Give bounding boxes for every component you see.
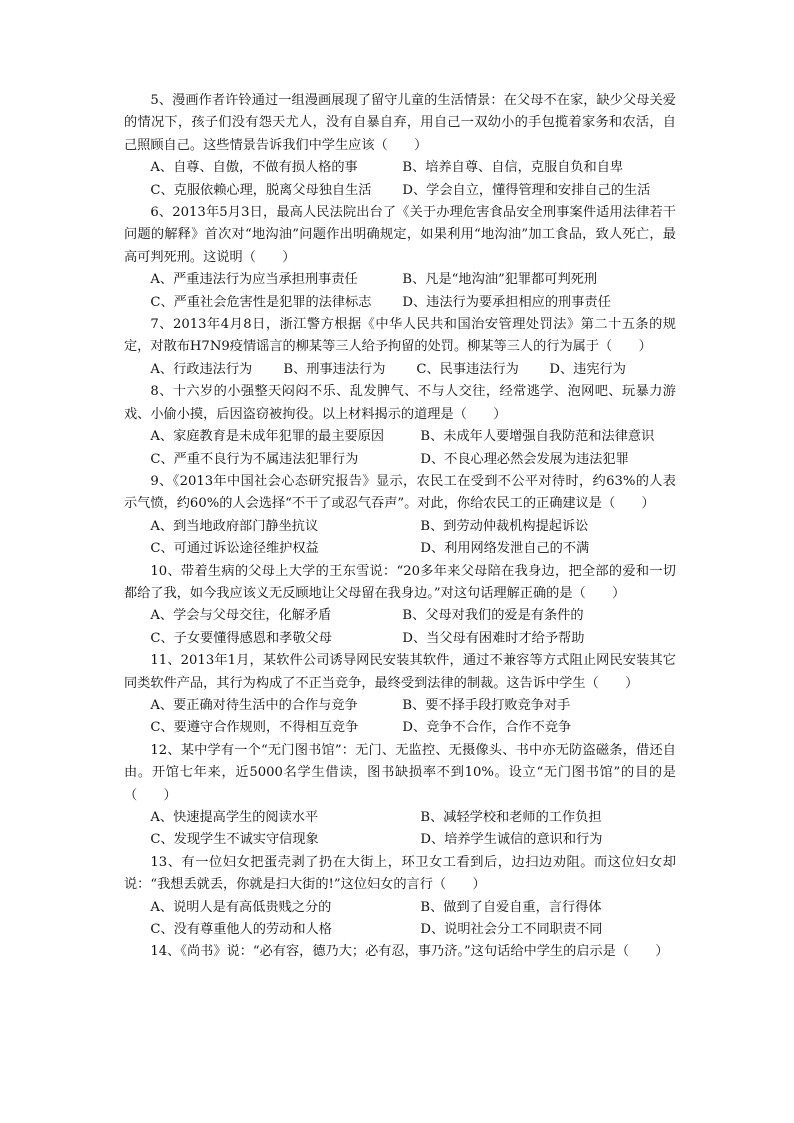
option-c[interactable]: C、发现学生不诚实守信现象: [150, 832, 319, 848]
answer-options: [124, 695, 676, 740]
option-a[interactable]: A、严重违法行为应当承担刑事责任: [150, 272, 358, 288]
option-row: [150, 449, 676, 471]
option-b[interactable]: B、做到了自爱自重，言行得体: [420, 899, 602, 915]
option-d[interactable]: D、培养学生诚信的意识和行为: [420, 832, 603, 848]
option-c[interactable]: C、子女要懂得感恩和孝敬父母: [150, 630, 332, 646]
answer-options: [124, 516, 676, 561]
option-row: [150, 897, 676, 919]
exam-page: [124, 90, 676, 964]
answer-options: [124, 157, 676, 202]
option-c[interactable]: C、民事违法行为: [416, 361, 519, 377]
option-c[interactable]: C、克服依赖心理，脱离父母独自生活: [150, 182, 372, 198]
option-d[interactable]: D、说明社会分工不同职责不同: [420, 922, 603, 938]
question-stem: 5、漫画作者许铃通过一组漫画展现了留守儿童的生活情景：在父母不在家，缺少父母关爱的情况下，孩子们没有怨天尤人，没有自暴自弃，用自己一双幼小的手包揽着家务和农活，自己照顾自己。这些情景告诉我们中学生应该（ ）: [124, 93, 676, 153]
question-stem: 8、十六岁的小强整天闷闷不乐、乱发脾气、不与人交往，经常逃学、泡网吧、玩暴力游戏、小偷小摸，后因盗窃被拘役。以上材料揭示的道理是（ ）: [124, 384, 676, 422]
option-a[interactable]: A、说明人是有高低贵贱之分的: [150, 899, 332, 915]
question-13: [124, 852, 676, 942]
answer-options: [124, 426, 676, 471]
answer-options: [124, 359, 676, 381]
option-row: [150, 516, 676, 538]
option-d[interactable]: D、当父母有困难时才给予帮助: [402, 630, 585, 646]
question-stem: 9、《2013年中国社会心态研究报告》显示，农民工在受到不公平对待时，约63%的人表示气愤，约60%的人会选择“不干了或忍气吞声”。对此，你给农民工的正确建议是（ ）: [124, 473, 676, 512]
option-row: [150, 628, 676, 650]
option-d[interactable]: D、竞争不合作，合作不竞争: [402, 720, 572, 736]
option-a[interactable]: A、要正确对待生活中的合作与竞争: [150, 697, 358, 713]
option-b[interactable]: B、刑事违法行为: [283, 361, 386, 377]
answer-options: [124, 269, 676, 314]
option-b[interactable]: B、父母对我们的爱是有条件的: [402, 608, 584, 624]
option-d[interactable]: D、学会自立，懂得管理和安排自己的生活: [402, 182, 651, 198]
option-a[interactable]: A、自尊、自傲，不做有损人格的事: [150, 160, 358, 176]
option-b[interactable]: B、减轻学校和老师的工作负担: [420, 810, 602, 825]
option-row: [150, 292, 676, 314]
question-10: [124, 561, 676, 651]
option-row: [150, 359, 676, 381]
question-11: [124, 650, 676, 740]
option-row: [150, 695, 676, 717]
option-d[interactable]: D、利用网络发泄自己的不满: [420, 541, 590, 557]
option-d[interactable]: D、不良心理必然会发展为违法犯罪: [420, 451, 629, 467]
option-a[interactable]: A、学会与父母交往，化解矛盾: [150, 608, 332, 624]
option-row: [150, 717, 676, 739]
option-d[interactable]: D、违法行为要承担相应的刑事责任: [402, 294, 611, 310]
option-a[interactable]: A、到当地政府部门静坐抗议: [150, 518, 319, 534]
option-b[interactable]: B、要不择手段打败竞争对手: [402, 697, 571, 713]
question-14: [124, 941, 676, 963]
option-b[interactable]: B、未成年人要增强自我防范和法律意识: [420, 429, 655, 445]
question-stem: 7、2013年4月8日，浙江警方根据《中华人民共和国治安管理处罚法》第二十五条的规定，对散布H7N9疫情谣言的柳某等三人给予拘留的处罚。柳某等三人的行为属于（ ）: [124, 317, 676, 355]
question-stem: 11、2013年1月，某软件公司诱导网民安装其软件，通过不兼容等方式阻止网民安装其它同类软件产品，其行为构成了不正当竞争，最终受到法律的制裁。这告诉中学生（ ）: [124, 653, 676, 691]
question-8: [124, 381, 676, 471]
question-stem: 10、带着生病的父母上大学的王东雪说：“20多年来父母陪在我身边，把全部的爱和一切都给了我，如今我应该义无反顾地让父母留在我身边。”对这句话理解正确的是（ ）: [124, 563, 676, 601]
option-c[interactable]: C、严重社会危害性是犯罪的法律标志: [150, 294, 372, 310]
option-row: [150, 829, 676, 851]
answer-options: [124, 807, 676, 852]
option-row: [150, 180, 676, 202]
question-stem: 14、《尚书》说：“必有容，德乃大；必有忍，事乃济。”这句话给中学生的启示是（ ）: [150, 944, 669, 960]
option-b[interactable]: B、培养自尊、自信，克服自负和自卑: [402, 160, 624, 176]
option-row: [150, 157, 676, 179]
option-a[interactable]: A、家庭教育是未成年犯罪的最主要原因: [150, 429, 385, 445]
answer-options: [124, 897, 676, 942]
option-c[interactable]: C、可通过诉讼途径维护权益: [150, 541, 319, 557]
option-b[interactable]: B、凡是“地沟油”犯罪都可判死刑: [402, 272, 598, 288]
option-row: [150, 919, 676, 941]
option-a[interactable]: A、行政违法行为: [150, 361, 253, 377]
option-c[interactable]: C、要遵守合作规则，不得相互竞争: [150, 720, 359, 736]
option-row: [150, 538, 676, 560]
question-6: [124, 202, 676, 314]
option-d[interactable]: D、违宪行为: [549, 361, 626, 377]
answer-options: [124, 605, 676, 650]
option-b[interactable]: B、到劳动仲裁机构提起诉讼: [420, 518, 589, 534]
option-c[interactable]: C、严重不良行为不属违法犯罪行为: [150, 451, 359, 467]
question-12: [124, 740, 676, 852]
question-5: [124, 90, 676, 202]
option-row: [150, 269, 676, 291]
question-stem: 12、某中学有一个“无门图书馆”：无门、无监控、无摄像头、书中亦无防盗磁条，借还自由。开馆七年来，近5000名学生借读，图书缺损率不到10%。设立“无门图书馆”的目的是（ ）: [124, 742, 676, 803]
question-stem: 6、2013年5月3日，最高人民法院出台了《关于办理危害食品安全刑事案件适用法律若干问题的解释》首次对“地沟油”问题作出明确规定，如果利用“地沟油”加工食品，致人死亡，最高可判死刑。这说明（ ）: [124, 205, 676, 265]
question-stem: 13、有一位妇女把蛋壳剥了扔在大街上，环卫女工看到后，边扫边劝阻。而这位妇女却说：“我想丢就丢，你就是扫大街的!”这位妇女的言行（ ）: [124, 854, 676, 893]
option-row: [150, 426, 676, 448]
option-row: [150, 605, 676, 627]
question-9: [124, 471, 676, 561]
option-c[interactable]: C、没有尊重他人的劳动和人格: [150, 922, 332, 938]
question-7: [124, 314, 676, 381]
option-row: [150, 807, 676, 829]
option-a[interactable]: A、快速提高学生的阅读水平: [150, 810, 319, 825]
